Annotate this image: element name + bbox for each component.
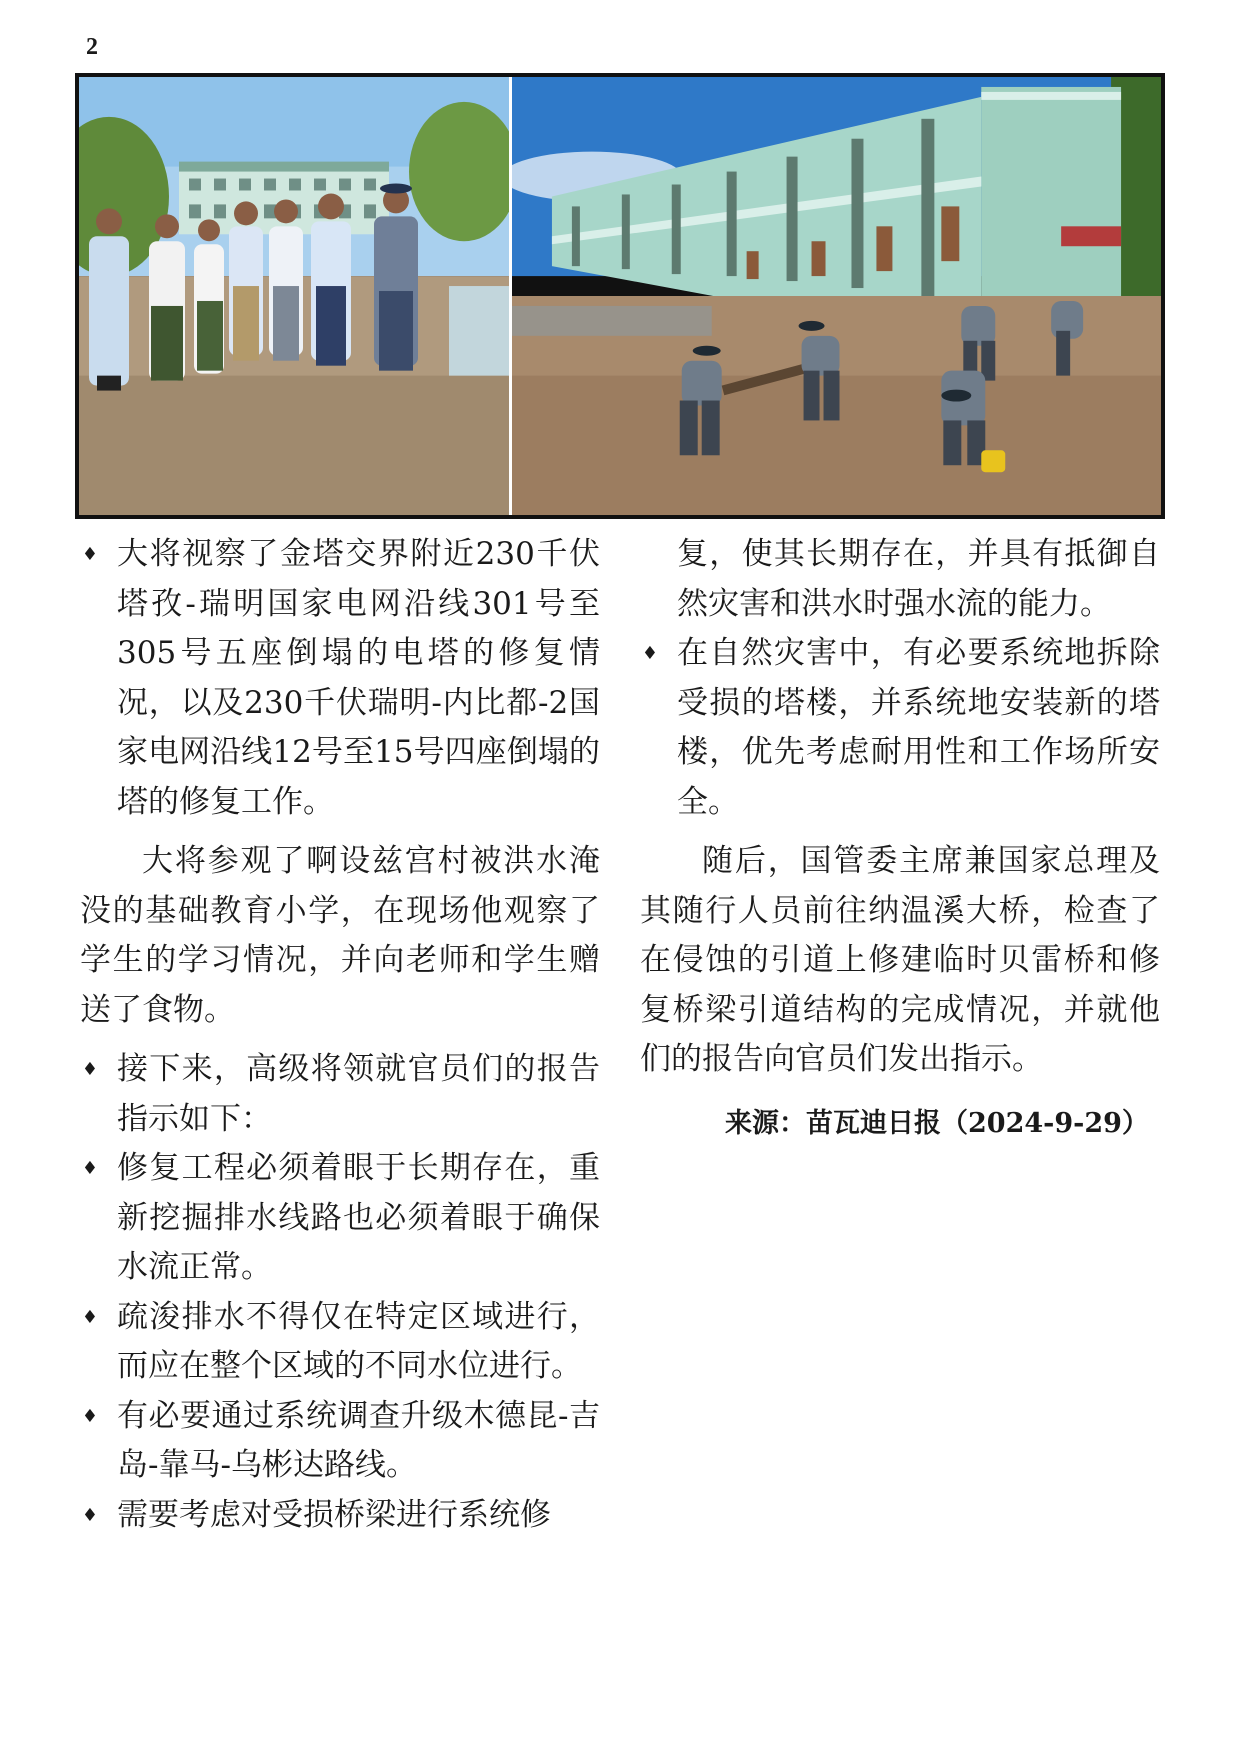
list-item xyxy=(80,1491,600,1541)
list-item xyxy=(640,629,1160,827)
bullet-icon: ♦ xyxy=(641,643,659,664)
bullet-icon: ♦ xyxy=(81,1405,99,1427)
list-item xyxy=(80,1392,600,1491)
bullet-icon: ♦ xyxy=(81,1306,99,1328)
paragraph: 随后，国管委主席兼国家总理及其随行人员前往纳温溪大桥，检查了在侵蚀的引道上修建临时贝雷桥和修复桥梁引道结构的完成情况，并就他们的报告向官员们发出指示。 xyxy=(640,843,1160,1077)
list-item xyxy=(80,1045,600,1144)
photo-strip xyxy=(75,73,1165,519)
officials-inspecting-flooded-school-icon xyxy=(79,77,509,515)
bullet-text: 大将视察了金塔交界附近230千伏塔孜-瑞明国家电网沿线301号至305号五座倒塌的电塔的修复情况，以及230千伏瑞明-内比都-2国家电网沿线12号至15号四座倒塌的塔的修复工作。 xyxy=(117,536,600,820)
list-item xyxy=(80,1144,600,1293)
paragraph: 大将参观了啊设兹宫村被洪水淹没的基础教育小学，在现场他观察了学生的学习情况，并向老师和学生赠送了食物。 xyxy=(80,843,600,1028)
officials-inspecting-photo xyxy=(79,77,512,515)
bullet-continuation: 复，使其长期存在，并具有抵御自然灾害和洪水时强水流的能力。 xyxy=(677,536,1160,622)
bullet-icon: ♦ xyxy=(81,544,99,565)
bullet-text: 在自然灾害中，有必要系统地拆除受损的塔楼，并系统地安装新的塔楼，优先考虑耐用性和工作场所安全。 xyxy=(677,635,1160,820)
bullet-text: 有必要通过系统调查升级木德昆-吉岛-靠马-乌彬达路线。 xyxy=(117,1397,600,1483)
bullet-text: 修复工程必须着眼于长期存在，重新挖掘排水线路也必须着眼于确保水流正常。 xyxy=(117,1150,600,1285)
source-line: 来源：苗瓦迪日报（2024-9-29） xyxy=(725,1107,1149,1139)
bullet-icon: ♦ xyxy=(81,1158,99,1179)
bullet-icon: ♦ xyxy=(81,1504,99,1526)
left-column xyxy=(80,530,600,1540)
workers-clearing-mud-school-icon xyxy=(512,77,1161,515)
list-item xyxy=(80,530,600,827)
list-item xyxy=(80,1293,600,1392)
right-column xyxy=(640,530,1160,1148)
page-number: 2 xyxy=(86,34,98,60)
bullet-text: 需要考虑对受损桥梁进行系统修 xyxy=(117,1496,551,1533)
bullet-text: 疏浚排水不得仅在特定区域进行，而应在整个区域的不同水位进行。 xyxy=(117,1298,600,1384)
bullet-icon: ♦ xyxy=(81,1059,99,1080)
workers-clearing-mud-photo xyxy=(512,77,1161,515)
bullet-text: 接下来，高级将领就官员们的报告指示如下： xyxy=(117,1051,600,1137)
